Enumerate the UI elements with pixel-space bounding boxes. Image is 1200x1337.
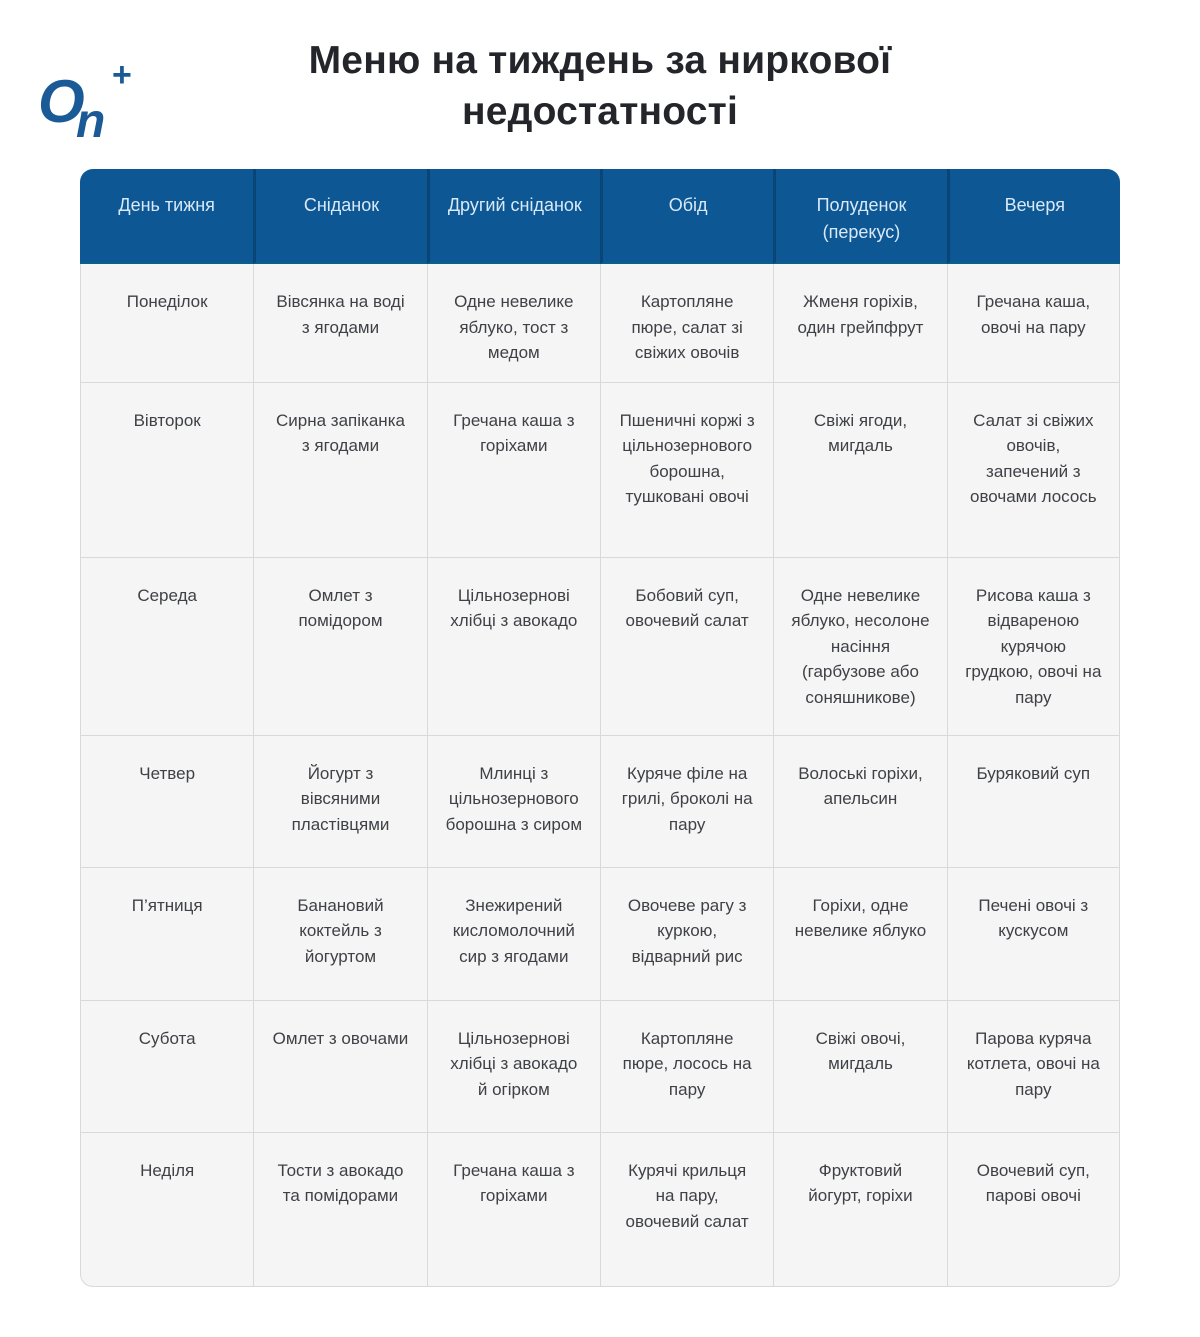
meal-cell: Омлет з помідором [253, 557, 426, 735]
day-cell: Четвер [80, 735, 253, 867]
meal-cell: Пшеничні коржі з цільнозернового борошна, тушковані овочі [600, 382, 773, 557]
meal-cell: Курячі крильця на пару, овочевий салат [600, 1132, 773, 1287]
meal-cell: Горіхи, одне невелике яблуко [773, 867, 946, 1000]
meal-cell: Буряковий суп [947, 735, 1120, 867]
meal-cell: Парова куряча котлета, овочі на пару [947, 1000, 1120, 1132]
meal-cell: Одне невелике яблуко, несолоне насіння (гарбузове або соняшникове) [773, 557, 946, 735]
header-row [80, 169, 1120, 264]
day-cell: П’ятниця [80, 867, 253, 1000]
table-row-sunday [80, 1132, 1120, 1287]
table-row-wednesday [80, 557, 1120, 735]
day-cell: Середа [80, 557, 253, 735]
meal-cell: Млинці з цільнозернового борошна з сиром [427, 735, 600, 867]
meal-cell: Свіжі ягоди, мигдаль [773, 382, 946, 557]
meal-cell: Гречана каша з горіхами [427, 382, 600, 557]
meal-cell: Бобовий суп, овочевий салат [600, 557, 773, 735]
column-header-breakfast: Сніданок [253, 169, 426, 264]
meal-cell: Йогурт з вівсяними пластівцями [253, 735, 426, 867]
weekly-menu-table [80, 169, 1120, 1287]
day-cell: Понеділок [80, 264, 253, 382]
meal-cell: Овочеве рагу з куркою, відварний рис [600, 867, 773, 1000]
meal-cell: Цільнозернові хлібці з авокадо й огірком [427, 1000, 600, 1132]
day-cell: Вівторок [80, 382, 253, 557]
column-header-lunch: Обід [600, 169, 773, 264]
meal-cell: Куряче філе на грилі, броколі на пару [600, 735, 773, 867]
meal-cell: Салат зі свіжих овочів, запечений з овочами лосось [947, 382, 1120, 557]
meal-cell: Овочевий суп, парові овочі [947, 1132, 1120, 1287]
meal-cell: Волоські горіхи, апельсин [773, 735, 946, 867]
meal-cell: Цільнозернові хлібці з авокадо [427, 557, 600, 735]
column-header-dinner: Вечеря [947, 169, 1120, 264]
page-title: Меню на тиждень за ниркової недостатності [308, 39, 892, 133]
meal-cell: Сирна запіканка з ягодами [253, 382, 426, 557]
meal-cell: Рисова каша з відвареною курячою грудкою, овочі на пару [947, 557, 1120, 735]
plus-icon: + [112, 56, 132, 94]
meal-cell: Вівсянка на воді з ягодами [253, 264, 426, 382]
logo-letter-o: O [38, 68, 85, 135]
table-header [80, 169, 1120, 264]
meal-cell: Тости з авокадо та помідорами [253, 1132, 426, 1287]
meal-cell: Картопляне пюре, лосось на пару [600, 1000, 773, 1132]
column-header-second-breakfast: Другий сніданок [427, 169, 600, 264]
meal-cell: Фруктовий йогурт, горіхи [773, 1132, 946, 1287]
table-row-thursday [80, 735, 1120, 867]
logo-letter-n: n [76, 95, 106, 148]
onplus-logo [30, 58, 140, 154]
day-cell: Неділя [80, 1132, 253, 1287]
meal-cell: Знежирений кисломолочний сир з ягодами [427, 867, 600, 1000]
table-row-monday [80, 264, 1120, 382]
meal-cell: Печені овочі з кускусом [947, 867, 1120, 1000]
meal-cell: Одне невелике яблуко, тост з медом [427, 264, 600, 382]
meal-cell: Жменя горіхів, один грейпфрут [773, 264, 946, 382]
meal-cell: Свіжі овочі, мигдаль [773, 1000, 946, 1132]
meal-cell: Гречана каша з горіхами [427, 1132, 600, 1287]
table-row-friday [80, 867, 1120, 1000]
meal-cell: Банановий коктейль з йогуртом [253, 867, 426, 1000]
meal-cell: Омлет з овочами [253, 1000, 426, 1132]
meal-cell: Гречана каша, овочі на пару [947, 264, 1120, 382]
table-body [80, 264, 1120, 1287]
day-cell: Субота [80, 1000, 253, 1132]
meal-cell: Картопляне пюре, салат зі свіжих овочів [600, 264, 773, 382]
column-header-snack: Полуденок (перекус) [773, 169, 946, 264]
table-row-tuesday [80, 382, 1120, 557]
table-row-saturday [80, 1000, 1120, 1132]
column-header-day: День тижня [80, 169, 253, 264]
